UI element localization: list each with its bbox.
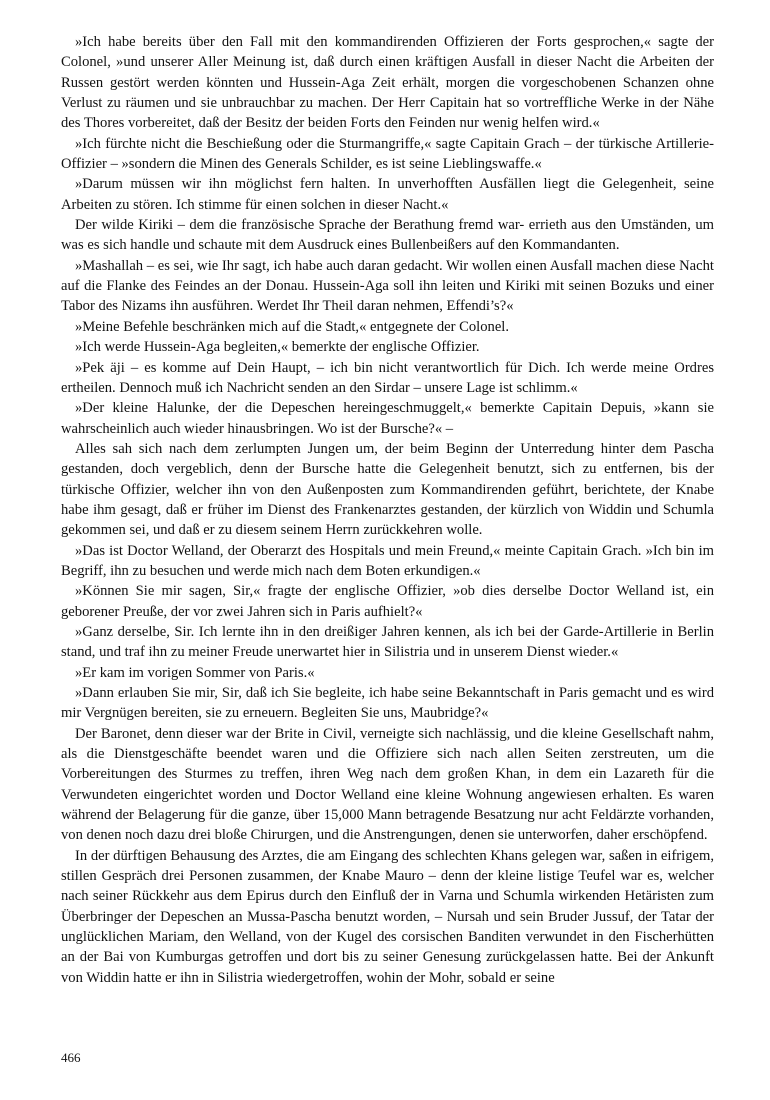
paragraph: Der wilde Kiriki – dem die französische Sprache der Berathung fremd war- errieth aus den Umständen, um was es sich handle und schaute mit dem Ausdruck eines Bullenbeißers auf den Kommandanten. [61,217,714,254]
paragraph: »Der kleine Halunke, der die Depeschen hereingeschmuggelt,« bemerkte Capitain Depuis, »kann sie wahrscheinlich auch wieder hinausbringen. Wo ist der Bursche?« – [61,400,714,437]
paragraph: »Dann erlauben Sie mir, Sir, daß ich Sie begleite, ich habe seine Bekanntschaft in Paris gemacht und es wird mir Vergnügen bereiten, sie zu erneuern. Begleiten Sie uns, Maubridge?« [61,685,714,722]
paragraph: »Ich fürchte nicht die Beschießung oder die Sturmangriffe,« sagte Capitain Grach – der türkische Artillerie-Offizier – »sondern die Minen des Generals Schilder, es ist seine Lieblingswaffe.« [61,135,714,173]
book-page-text [61,32,714,988]
paragraph: In der dürftigen Behausung des Arztes, die am Eingang des schlechten Khans gelegen war, saßen in eifrigem, stillen Gespräch drei Personen zusammen, der Knabe Mauro – denn der kleine listige Teufel war es, welcher nach seiner Rückkehr aus dem Epirus durch den Einfluß der in Varna und Schumla wirkenden Hetäristen zum Überbringer der Depeschen an Mussa-Pascha benutzt worden, – Nursah und sein Bruder Jussuf, der Tatar der unglücklichen Mariam, den Welland, von der Kugel des corsischen Banditen verwundet in den Fischerhütten an der Bai von Kumburgas getroffen und dort bis zu seiner Genesung zurückgelassen hatte. Bei der Ankunft von Widdin hatte er ihn in Silistria wiedergetroffen, wohin der Mohr, sobald er seine [61,847,714,986]
paragraph: »Darum müssen wir ihn möglichst fern halten. In unverhofften Ausfällen liegt die Gelegenheit, seine Arbeiten zu stören. Ich stimme für einen solchen in dieser Nacht.« [61,176,714,213]
paragraph: »Können Sie mir sagen, Sir,« fragte der englische Offizier, »ob dies derselbe Doctor Welland ist, ein geborener Preuße, der vor zwei Jahren sich in Paris aufhielt?« [61,583,714,620]
paragraph: »Ganz derselbe, Sir. Ich lernte ihn in den dreißiger Jahren kennen, als ich bei der Garde-Artillerie in Berlin stand, und traf ihn zu meiner Freude unerwartet hier in Silistria und in unserem Dienst wieder.« [61,623,714,661]
paragraph: »Das ist Doctor Welland, der Oberarzt des Hospitals und mein Freund,« meinte Capitain Grach. »Ich bin im Begriff, ihn zu besuchen und werde mich nach dem Boten erkundigen.« [61,542,714,579]
paragraph: »Mashallah – es sei, wie Ihr sagt, ich habe auch daran gedacht. Wir wollen einen Ausfall machen diese Nacht auf die Flanke des Feindes an der Donau. Hussein-Aga soll ihn leiten und Kiriki mit seinen Bozuks und einer Tabor des Nizams ihn ausführen. Werdet Ihr Theil daran nehmen, Effendi’s?« [61,257,714,315]
page-number: 466 [61,1050,81,1065]
paragraph: Der Baronet, denn dieser war der Brite in Civil, verneigte sich nachlässig, und die kleine Gesellschaft nahm, als die Dienstgeschäfte beendet waren und die Offiziere sich nach allen Seiten zerstreuten, um die Vorbereitungen des Sturmes zu treffen, ihren Weg nach dem großen Khan, in dem ein Lazareth für die Verwundeten eingerichtet worden und Doctor Welland eine kleine Wohnung angewiesen erhalten. Es waren während der Belagerung für die ganze, über 15,000 Mann betragende Besatzung nur acht Feldärzte vorhanden, von denen noch dazu drei bloße Chirurgen, und die Anstrengungen, denen sie unterworfen, daher erschöpfend. [61,725,714,844]
paragraph: »Er kam im vorigen Sommer von Paris.« [75,664,315,681]
paragraph: Alles sah sich nach dem zerlumpten Jungen um, der beim Beginn der Unterredung hinter dem Pascha gestanden, doch vergeblich, denn der Bursche hatte die Gelegenheit benutzt, sich zu entfernen, bis der türkische Offizier, welcher ihn von den Außenposten zum Kommandirenden geführt, berichtete, der Knabe habe ihm gesagt, daß er früher im Dienst des Frankenarztes gestanden, der kürzlich von Widdin und Schumla gekommen sei, und daß er zu diesem seinem Herrn zurückkehren wolle. [61,440,714,539]
paragraph: »Ich habe bereits über den Fall mit den kommandirenden Offizieren der Forts gesprochen,« sagte der Colonel, »und unserer Aller Meinung ist, daß durch einen kräftigen Ausfall in dieser Nacht die Arbeiten der Russen gestört werden könnten und Hussein-Aga Zeit erhält, morgen die vorgeschobenen Schanzen ohne Verlust zu räumen und sie unbrauchbar zu machen. Der Herr Capitain hat so vortreffliche Werke in der Nähe des Thores vorbereitet, daß der Besitz der beiden Forts den Feinden nur wenig helfen wird.« [61,34,714,132]
paragraph: »Meine Befehle beschränken mich auf die Stadt,« entgegnete der Colonel. [75,318,510,335]
paragraph: »Ich werde Hussein-Aga begleiten,« bemerkte der englische Offizier. [75,339,480,356]
paragraph: »Pek äji – es komme auf Dein Haupt, – ich bin nicht verantwortlich für Dich. Ich werde meine Ordres ertheilen. Dennoch muß ich Nachricht senden an den Sirdar – unsere Lage ist schlimm.« [61,359,714,396]
